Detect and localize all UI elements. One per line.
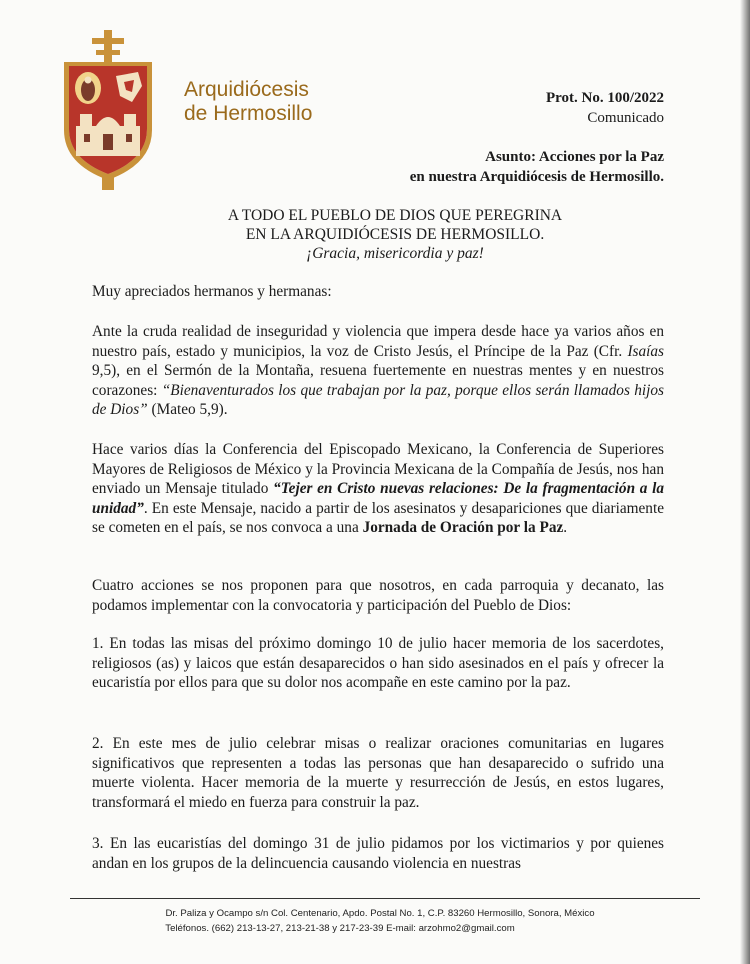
paragraph-1-text-c: (Mateo 5,9).	[147, 401, 228, 418]
salutation: Muy apreciados hermanos y hermanas:	[92, 283, 332, 300]
paragraph-2-text-c: .	[563, 519, 568, 536]
greeting-line: ¡Gracia, misericordia y paz!	[306, 245, 484, 262]
protocol-type: Comunicado	[587, 110, 664, 126]
organization-name	[184, 78, 312, 126]
footer-address: Dr. Paliza y Ocampo s/n Col. Centenario, Apdo. Postal No. 1, C.P. 83260 Hermosillo, Sonora, México	[165, 908, 595, 919]
subject-block	[410, 147, 664, 187]
addressee-line-1: A TODO EL PUEBLO DE DIOS QUE PEREGRINA	[227, 207, 563, 224]
paragraph-3: Cuatro acciones se nos proponen para que nosotros, en cada parroquia y decanato, las podamos implementar con la convocatoria y participación del Pueblo de Dios:	[92, 577, 664, 614]
organization-line-2: de Hermosillo	[184, 102, 313, 125]
action-item-2: 2. En este mes de julio celebrar misas o realizar oraciones comunitarias en lugares significativos que representen a todas las personas que han desaparecido o sufrido una muerte violenta. Hacer memoria de la muerte y resurrección de Jesús, en estos lugares, transformará el miedo en fuerza para construir la paz.	[92, 735, 664, 811]
protocol-number: Prot. No. 100/2022	[545, 90, 664, 106]
paragraph-2-jornada: Jornada de Oración por la Paz	[362, 519, 564, 536]
paragraph-2-text-a: Hace varios días la Conferencia del Episcopado Mexicano, la Conferencia de Superiores Mayores de Religiosos de México y la Provincia Mexicana de la Compañía de Jesús, nos han enviado un Mensaje titulado	[92, 441, 664, 497]
addressee-block	[0, 206, 750, 263]
footer	[0, 906, 750, 936]
protocol-block	[546, 88, 664, 128]
subject-line-2: en nuestra Arquidiócesis de Hermosillo.	[409, 169, 664, 185]
organization-line-1: Arquidiócesis	[184, 78, 309, 101]
paragraph-1-quote: “Bienaventurados los que trabajan por la paz, porque ellos serán llamados hijos de Dios”	[92, 381, 664, 418]
subject-line-1: Asunto: Acciones por la Paz	[485, 149, 664, 165]
page-edge-shadow	[740, 0, 750, 964]
action-item-3: 3. En las eucaristías del domingo 31 de julio pidamos por los victimarios y por quienes andan en los grupos de la delincuencia causando violencia en nuestras	[92, 835, 664, 872]
action-item-1: 1. En todas las misas del próximo domingo 10 de julio hacer memoria de los sacerdotes, religiosos (as) y laicos que están desaparecidos o han sido asesinados en el país y ofrecer la eucaristía por ellos para que su dolor nos acompañe en este camino por la paz.	[92, 635, 664, 691]
footer-divider	[70, 898, 700, 899]
footer-contact: Teléfonos. (662) 213-13-27, 213-21-38 y 217-23-39 E-mail: arzohmo2@gmail.com	[165, 923, 515, 934]
paragraph-2	[92, 440, 664, 538]
paragraph-1-text-b: 9,5), en el Sermón de la Montaña, resuena fuertemente en nuestras mentes y en nuestros corazones:	[92, 362, 664, 399]
paragraph-1-reference: Isaías	[627, 342, 664, 360]
paragraph-1-text-a: Ante la cruda realidad de inseguridad y violencia que impera desde hace ya varios años en nuestro país, estado y municipios, la voz de Cristo Jesús, el Príncipe de la Paz (Cfr.	[92, 323, 664, 360]
addressee-line-2: EN LA ARQUIDIÓCESIS DE HERMOSILLO.	[245, 226, 545, 243]
paragraph-1	[92, 322, 664, 420]
archdiocese-crest-icon	[58, 30, 158, 192]
paragraph-2-message-title: “Tejer en Cristo nuevas relaciones: De la fragmentación a la unidad”	[92, 480, 665, 517]
paragraph-2-text-b: . En este Mensaje, nacido a partir de los asesinatos y desapariciones que diariamente se cometen en el país, se nos convoca a una	[92, 499, 664, 536]
